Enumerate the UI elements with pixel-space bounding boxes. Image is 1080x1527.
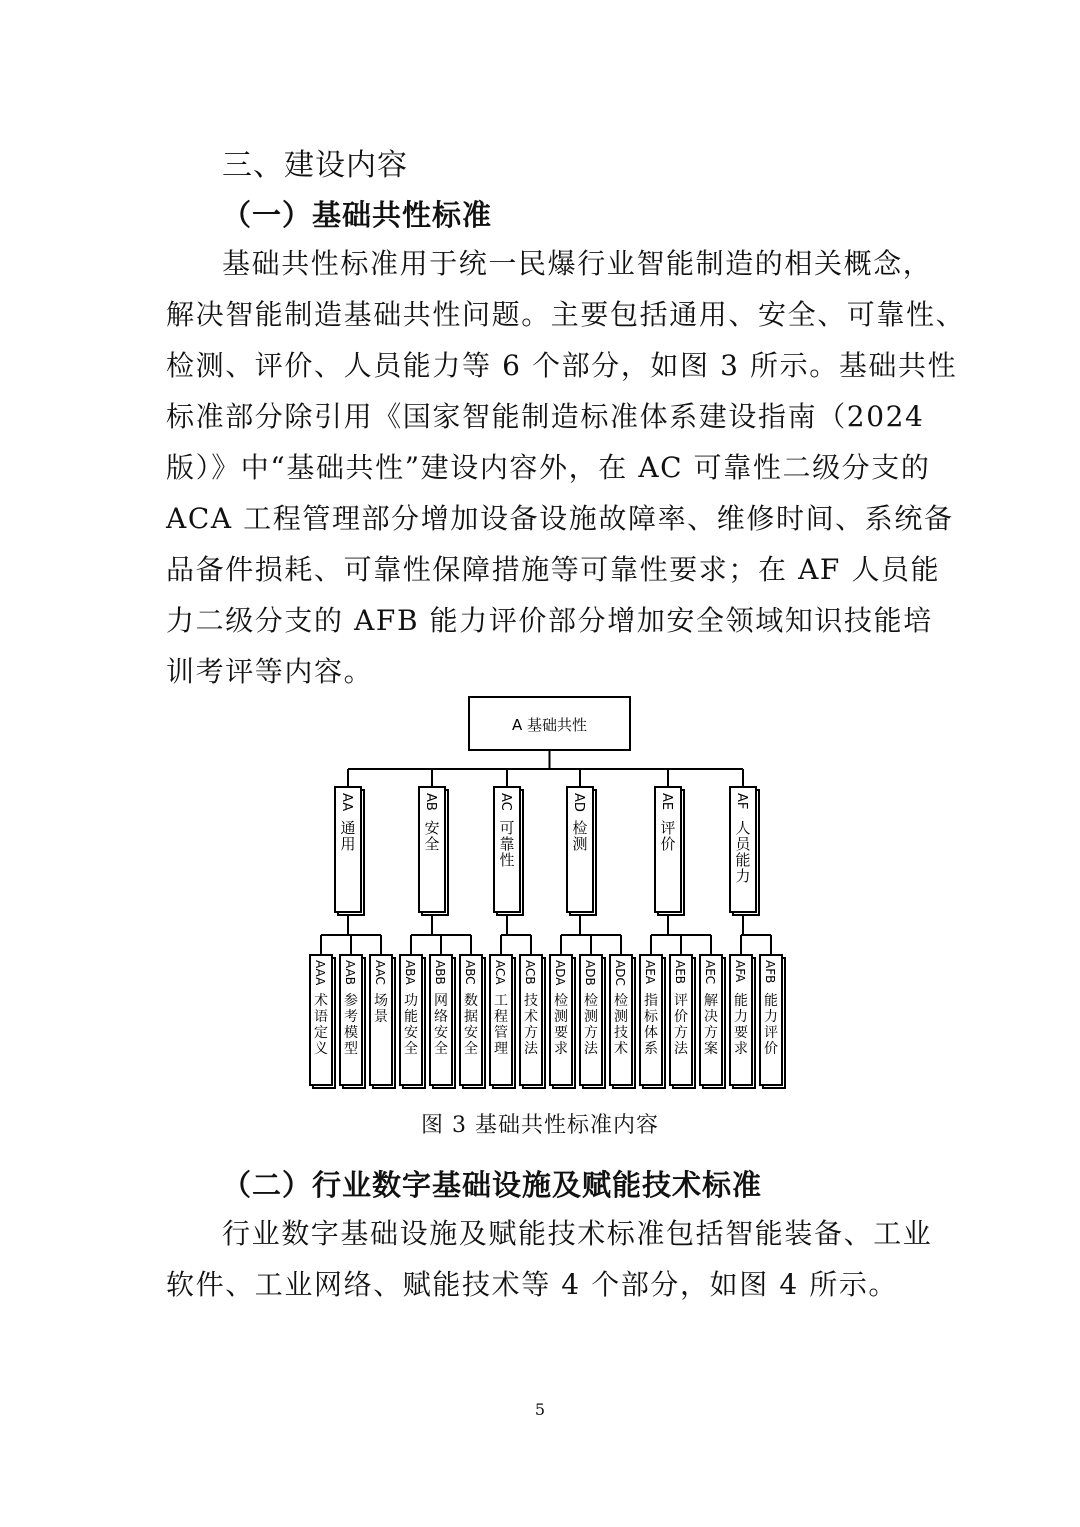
branch-code: AE xyxy=(659,793,674,811)
subsection-title-2: （二）行业数字基础设施及赋能技术标准 xyxy=(222,1168,763,1202)
leaf-name: 工程管理 xyxy=(494,993,508,1057)
leaf-code: ACA xyxy=(493,960,507,985)
root-label: A 基础共性 xyxy=(511,716,588,734)
paragraph-line: 标准部分除引用《国家智能制造标准体系建设指南（2024 xyxy=(166,400,925,433)
branch-code: AC xyxy=(498,793,513,811)
leaf-code: AEC xyxy=(703,960,717,985)
leaf-code: AAB xyxy=(343,960,357,985)
leaf-code: ADB xyxy=(583,960,597,986)
paragraph-line: 软件、工业网络、赋能技术等 4 个部分，如图 4 所示。 xyxy=(166,1268,899,1301)
subsection-title-1: （一）基础共性标准 xyxy=(222,198,493,232)
leaf-name: 术语定义 xyxy=(314,993,328,1057)
branch-code: AD xyxy=(571,793,586,812)
paragraph-line: 检测、评价、人员能力等 6 个部分，如图 3 所示。基础共性 xyxy=(166,349,958,382)
leaf-code: AEB xyxy=(673,960,687,985)
section-title: 三、建设内容 xyxy=(222,148,408,183)
branch-name: 检测 xyxy=(572,819,588,853)
leaf-code: AAA xyxy=(313,960,327,986)
leaf-name: 能力评价 xyxy=(764,993,778,1057)
leaf-name: 功能安全 xyxy=(404,993,418,1057)
leaf-code: ABC xyxy=(463,960,477,985)
leaf-code: AFB xyxy=(763,960,777,984)
paragraph-2 xyxy=(166,1208,933,1310)
leaf-name: 场景 xyxy=(374,993,388,1025)
branch-name: 人员能力 xyxy=(735,819,751,885)
leaf-name: 解决方案 xyxy=(704,993,718,1057)
leaf-name: 参考模型 xyxy=(344,993,358,1057)
leaf-name: 数据安全 xyxy=(464,993,478,1057)
paragraph-line: 力二级分支的 AFB 能力评价部分增加安全领域知识技能培 xyxy=(166,604,933,637)
paragraph-line: 解决智能制造基础共性问题。主要包括通用、安全、可靠性、 xyxy=(166,298,966,331)
leaf-code: ABA xyxy=(403,960,417,985)
figure-caption: 图 3 基础共性标准内容 xyxy=(421,1113,659,1138)
branch-code: AB xyxy=(423,793,438,811)
leaf-name: 检测方法 xyxy=(584,993,598,1057)
branch-name: 评价 xyxy=(660,819,676,853)
leaf-code: AAC xyxy=(373,960,387,985)
leaf-code: ACB xyxy=(523,960,537,985)
leaf-name: 网络安全 xyxy=(434,993,448,1057)
branch-name: 通用 xyxy=(340,819,356,853)
paragraph-line: 品备件损耗、可靠性保障措施等可靠性要求；在 AF 人员能 xyxy=(166,553,941,586)
leaf-code: AFA xyxy=(733,960,747,983)
paragraph-line: 行业数字基础设施及赋能技术标准包括智能装备、工业 xyxy=(222,1217,933,1250)
branch-code: AA xyxy=(339,793,354,812)
leaf-name: 检测要求 xyxy=(554,993,568,1057)
paragraph-line: ACA 工程管理部分增加设备设施故障率、维修时间、系统备 xyxy=(166,502,954,535)
paragraph-line: 版）》中“基础共性”建设内容外，在 AC 可靠性二级分支的 xyxy=(166,451,931,484)
leaf-code: ABB xyxy=(433,960,447,985)
paragraph-line: 基础共性标准用于统一民爆行业智能制造的相关概念， xyxy=(222,247,933,280)
leaf-name: 技术方法 xyxy=(524,993,538,1057)
branch-name: 可靠性 xyxy=(499,819,515,869)
leaf-name: 能力要求 xyxy=(734,993,748,1057)
leaf-name: 检测技术 xyxy=(614,993,628,1057)
page-number: 5 xyxy=(534,1400,546,1419)
branch-code: AF xyxy=(734,793,749,810)
paragraph-line: 训考评等内容。 xyxy=(166,655,374,688)
leaf-name: 指标体系 xyxy=(644,993,658,1057)
leaf-code: ADC xyxy=(613,960,627,986)
leaf-name: 评价方法 xyxy=(674,993,688,1057)
leaf-code: ADA xyxy=(553,960,567,986)
branch-name: 安全 xyxy=(424,819,440,853)
leaf-code: AEA xyxy=(643,960,657,984)
